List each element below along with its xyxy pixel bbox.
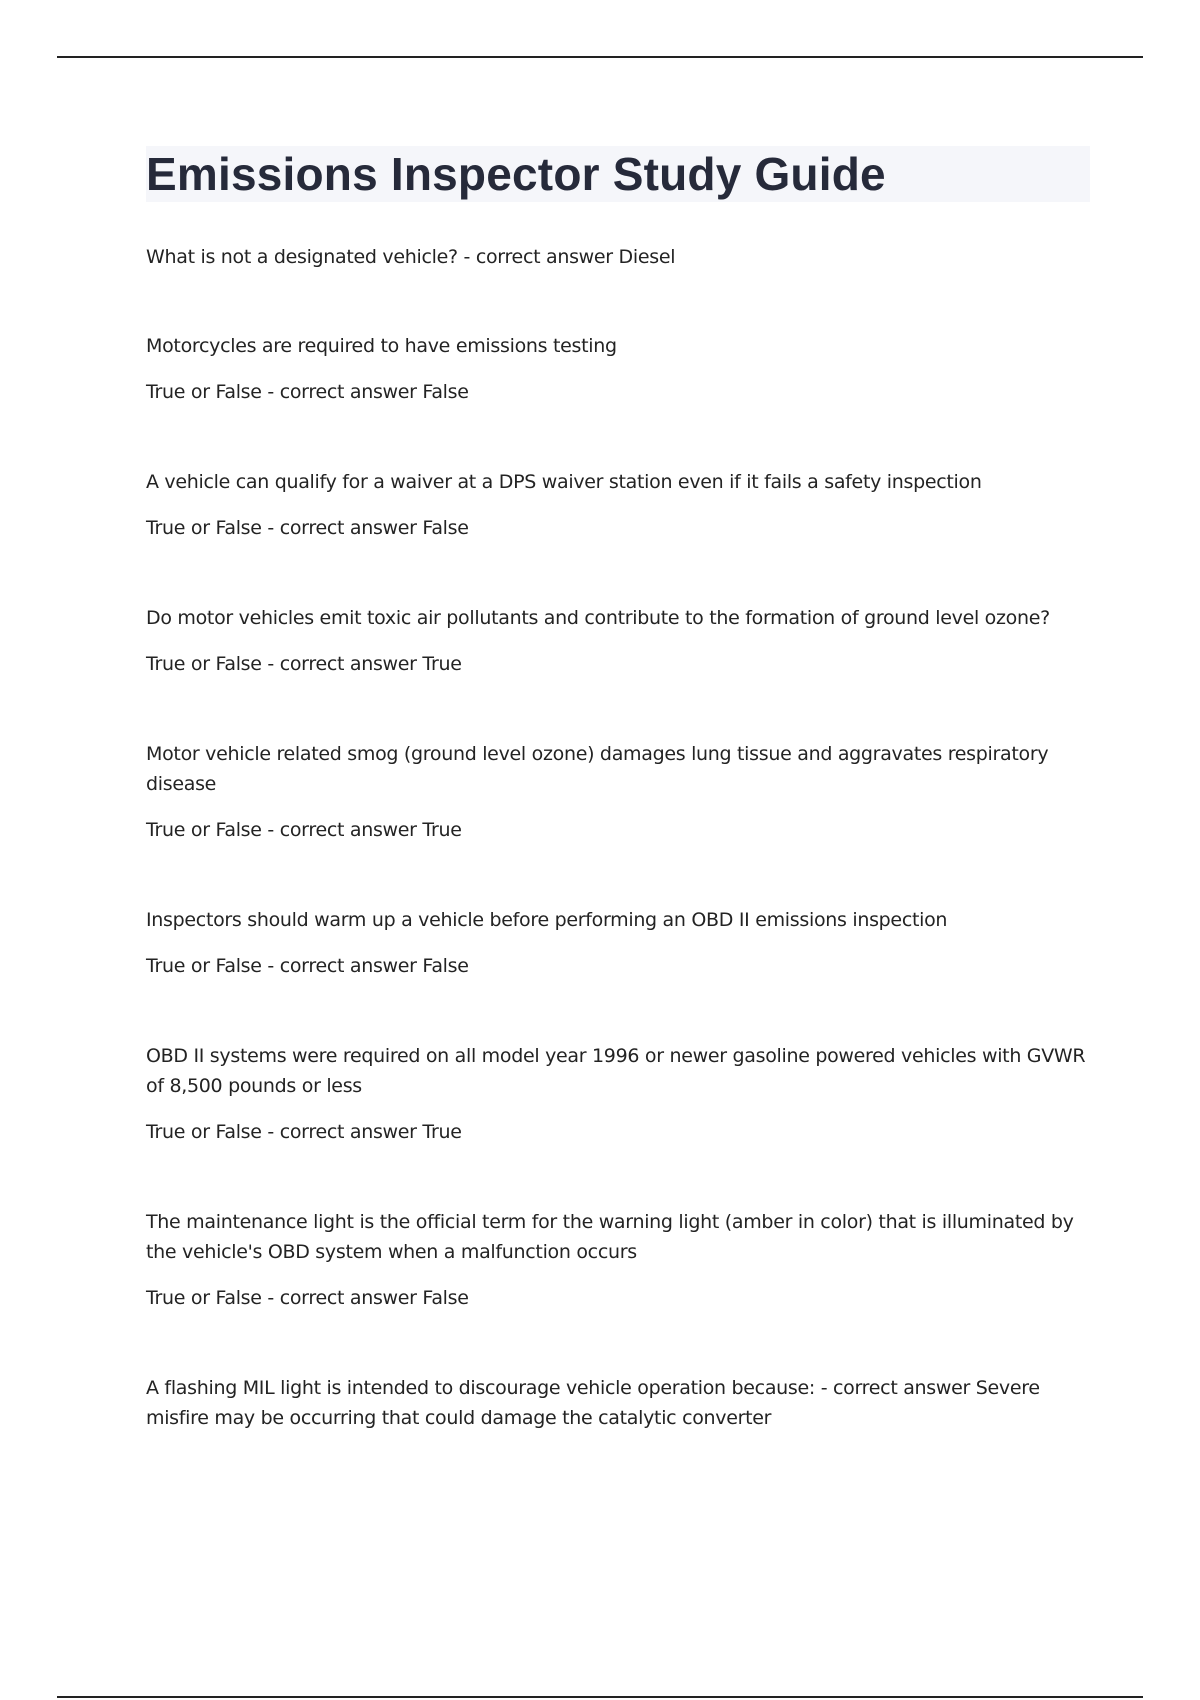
question-text: The maintenance light is the official term for the warning light (amber in color) that is illuminated by the vehicle's OBD system when a malfunction occurs: [146, 1211, 1074, 1263]
title-banner: [146, 146, 1090, 202]
qa-item: [146, 242, 1090, 272]
qa-item: [146, 739, 1090, 845]
page-title: Emissions Inspector Study Guide: [146, 148, 886, 200]
qa-item: [146, 331, 1090, 407]
question-text: A vehicle can qualify for a waiver at a DPS waiver station even if it fails a safety inspection: [146, 471, 982, 493]
question-text: What is not a designated vehicle? - correct answer Diesel: [146, 246, 676, 268]
qa-list: [146, 242, 1090, 1433]
answer-text: True or False - correct answer True: [146, 1121, 462, 1143]
question-text: Do motor vehicles emit toxic air pollutants and contribute to the formation of ground level ozone?: [146, 607, 1050, 629]
question-text: Motorcycles are required to have emissions testing: [146, 335, 617, 357]
qa-item: [146, 1207, 1090, 1313]
answer-text: True or False - correct answer False: [146, 381, 469, 403]
question-text: A flashing MIL light is intended to discourage vehicle operation because: - correct answer Severe misfire may be occurring that could damage the catalytic converter: [146, 1377, 1040, 1429]
answer-text: True or False - correct answer True: [146, 653, 462, 675]
qa-item: [146, 1041, 1090, 1147]
question-text: OBD II systems were required on all model year 1996 or newer gasoline powered vehicles with GVWR of 8,500 pounds or less: [146, 1045, 1086, 1097]
qa-item: [146, 905, 1090, 981]
answer-text: True or False - correct answer False: [146, 1287, 469, 1309]
answer-text: True or False - correct answer False: [146, 955, 469, 977]
answer-text: True or False - correct answer False: [146, 517, 469, 539]
top-divider: [57, 56, 1143, 58]
qa-item: [146, 1373, 1090, 1433]
bottom-divider: [57, 1696, 1143, 1698]
question-text: Motor vehicle related smog (ground level ozone) damages lung tissue and aggravates respiratory disease: [146, 743, 1049, 795]
question-text: Inspectors should warm up a vehicle before performing an OBD II emissions inspection: [146, 909, 948, 931]
qa-item: [146, 603, 1090, 679]
answer-text: True or False - correct answer True: [146, 819, 462, 841]
document-body: [146, 146, 1090, 1493]
qa-item: [146, 467, 1090, 543]
